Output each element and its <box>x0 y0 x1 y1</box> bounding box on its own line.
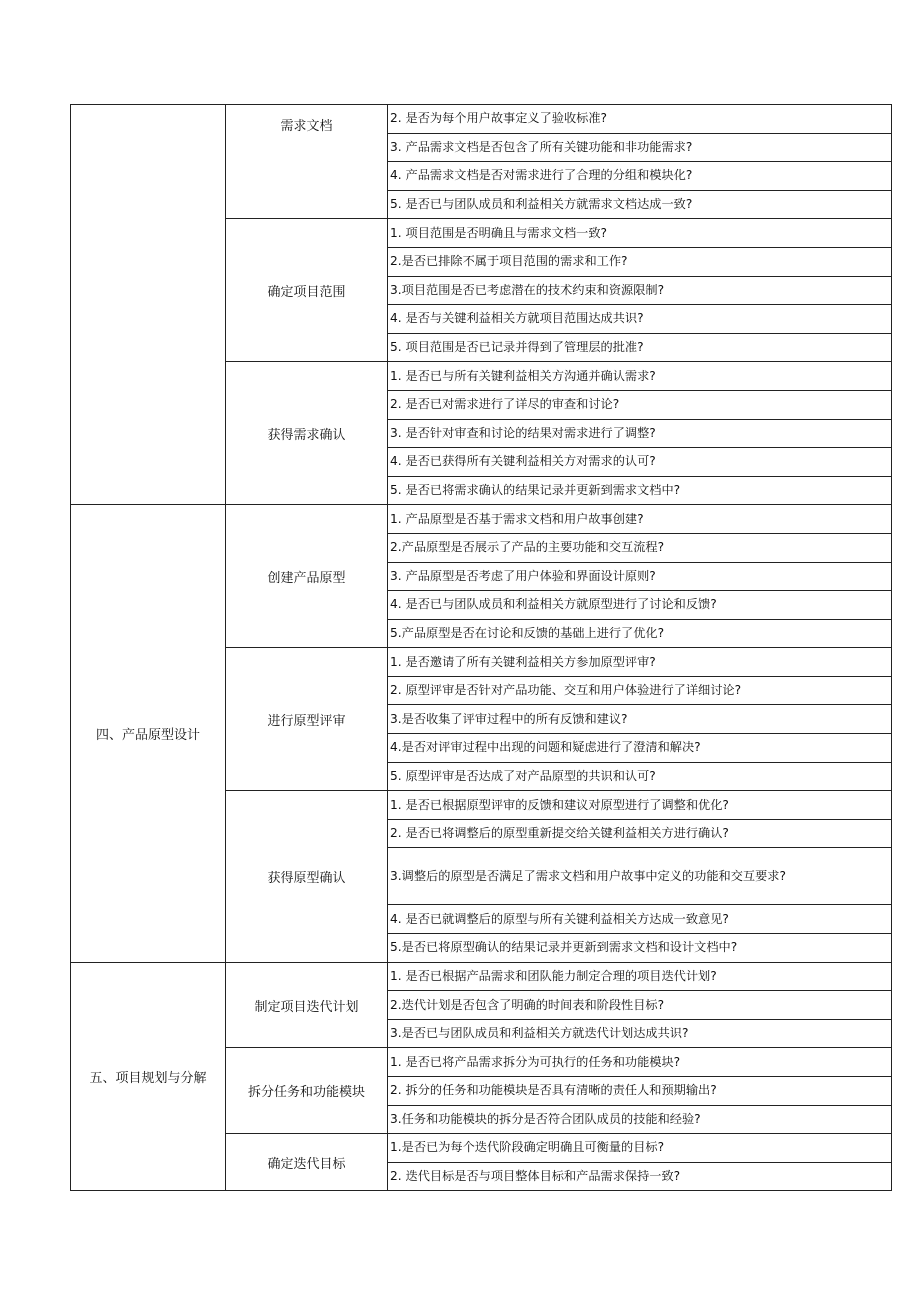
checklist-item: 5. 项目范围是否已记录并得到了管理层的批准? <box>388 333 892 362</box>
section-title <box>71 105 226 505</box>
checklist-item: 3.项目范围是否已考虑潜在的技术约束和资源限制? <box>388 276 892 305</box>
section-title: 五、项目规划与分解 <box>71 962 226 1191</box>
group-name: 获得原型确认 <box>226 791 388 962</box>
checklist-item: 1.是否已为每个迭代阶段确定明确且可衡量的目标? <box>388 1134 892 1163</box>
group-name: 需求文档 <box>226 105 388 219</box>
checklist-item: 1. 产品原型是否基于需求文档和用户故事创建? <box>388 505 892 534</box>
checklist-item: 2. 拆分的任务和功能模块是否具有清晰的责任人和预期输出? <box>388 1077 892 1106</box>
checklist-item: 4. 是否与关键利益相关方就项目范围达成共识? <box>388 305 892 334</box>
checklist-item: 5. 是否已将需求确认的结果记录并更新到需求文档中? <box>388 476 892 505</box>
checklist-item: 2. 是否已对需求进行了详尽的审查和讨论? <box>388 390 892 419</box>
checklist-item: 4. 是否已与团队成员和利益相关方就原型进行了讨论和反馈? <box>388 591 892 620</box>
checklist-item: 2.是否已排除不属于项目范围的需求和工作? <box>388 247 892 276</box>
checklist-item: 1. 是否已将产品需求拆分为可执行的任务和功能模块? <box>388 1048 892 1077</box>
checklist-item: 1. 是否邀请了所有关键利益相关方参加原型评审? <box>388 648 892 677</box>
group-name: 拆分任务和功能模块 <box>226 1048 388 1134</box>
checklist-item: 5.产品原型是否在讨论和反馈的基础上进行了优化? <box>388 619 892 648</box>
group-name: 创建产品原型 <box>226 505 388 648</box>
group-name: 确定迭代目标 <box>226 1134 388 1191</box>
checklist-item: 1. 项目范围是否明确且与需求文档一致? <box>388 219 892 248</box>
checklist-item: 2. 原型评审是否针对产品功能、交互和用户体验进行了详细讨论? <box>388 676 892 705</box>
checklist-item: 1. 是否已根据原型评审的反馈和建议对原型进行了调整和优化? <box>388 791 892 820</box>
checklist-table <box>70 104 892 1191</box>
checklist-item: 3.任务和功能模块的拆分是否符合团队成员的技能和经验? <box>388 1105 892 1134</box>
checklist-item: 5.是否已将原型确认的结果记录并更新到需求文档和设计文档中? <box>388 934 892 963</box>
checklist-item: 4. 是否已就调整后的原型与所有关键利益相关方达成一致意见? <box>388 905 892 934</box>
checklist-item: 2. 迭代目标是否与项目整体目标和产品需求保持一致? <box>388 1162 892 1191</box>
group-name: 确定项目范围 <box>226 219 388 362</box>
checklist-item: 5. 是否已与团队成员和利益相关方就需求文档达成一致? <box>388 190 892 219</box>
checklist-item: 2.迭代计划是否包含了明确的时间表和阶段性目标? <box>388 991 892 1020</box>
checklist-item: 1. 是否已与所有关键利益相关方沟通并确认需求? <box>388 362 892 391</box>
checklist-item: 2. 是否已将调整后的原型重新提交给关键利益相关方进行确认? <box>388 819 892 848</box>
group-name: 制定项目迭代计划 <box>226 962 388 1048</box>
checklist-item: 1. 是否已根据产品需求和团队能力制定合理的项目迭代计划? <box>388 962 892 991</box>
checklist-item: 4. 是否已获得所有关键利益相关方对需求的认可? <box>388 448 892 477</box>
checklist-item: 3. 是否针对审查和讨论的结果对需求进行了调整? <box>388 419 892 448</box>
checklist-item: 4. 产品需求文档是否对需求进行了合理的分组和模块化? <box>388 162 892 191</box>
group-name: 进行原型评审 <box>226 648 388 791</box>
checklist-item: 2. 是否为每个用户故事定义了验收标准? <box>388 105 892 134</box>
checklist-item: 3. 产品需求文档是否包含了所有关键功能和非功能需求? <box>388 133 892 162</box>
section-title: 四、产品原型设计 <box>71 505 226 962</box>
checklist-item: 3.是否收集了评审过程中的所有反馈和建议? <box>388 705 892 734</box>
checklist-item: 3. 产品原型是否考虑了用户体验和界面设计原则? <box>388 562 892 591</box>
checklist-item: 5. 原型评审是否达成了对产品原型的共识和认可? <box>388 762 892 791</box>
checklist-item: 3.是否已与团队成员和利益相关方就迭代计划达成共识? <box>388 1019 892 1048</box>
checklist-item: 4.是否对评审过程中出现的问题和疑虑进行了澄清和解决? <box>388 734 892 763</box>
group-name: 获得需求确认 <box>226 362 388 505</box>
checklist-item: 3.调整后的原型是否满足了需求文档和用户故事中定义的功能和交互要求? <box>388 848 892 905</box>
checklist-item: 2.产品原型是否展示了产品的主要功能和交互流程? <box>388 533 892 562</box>
